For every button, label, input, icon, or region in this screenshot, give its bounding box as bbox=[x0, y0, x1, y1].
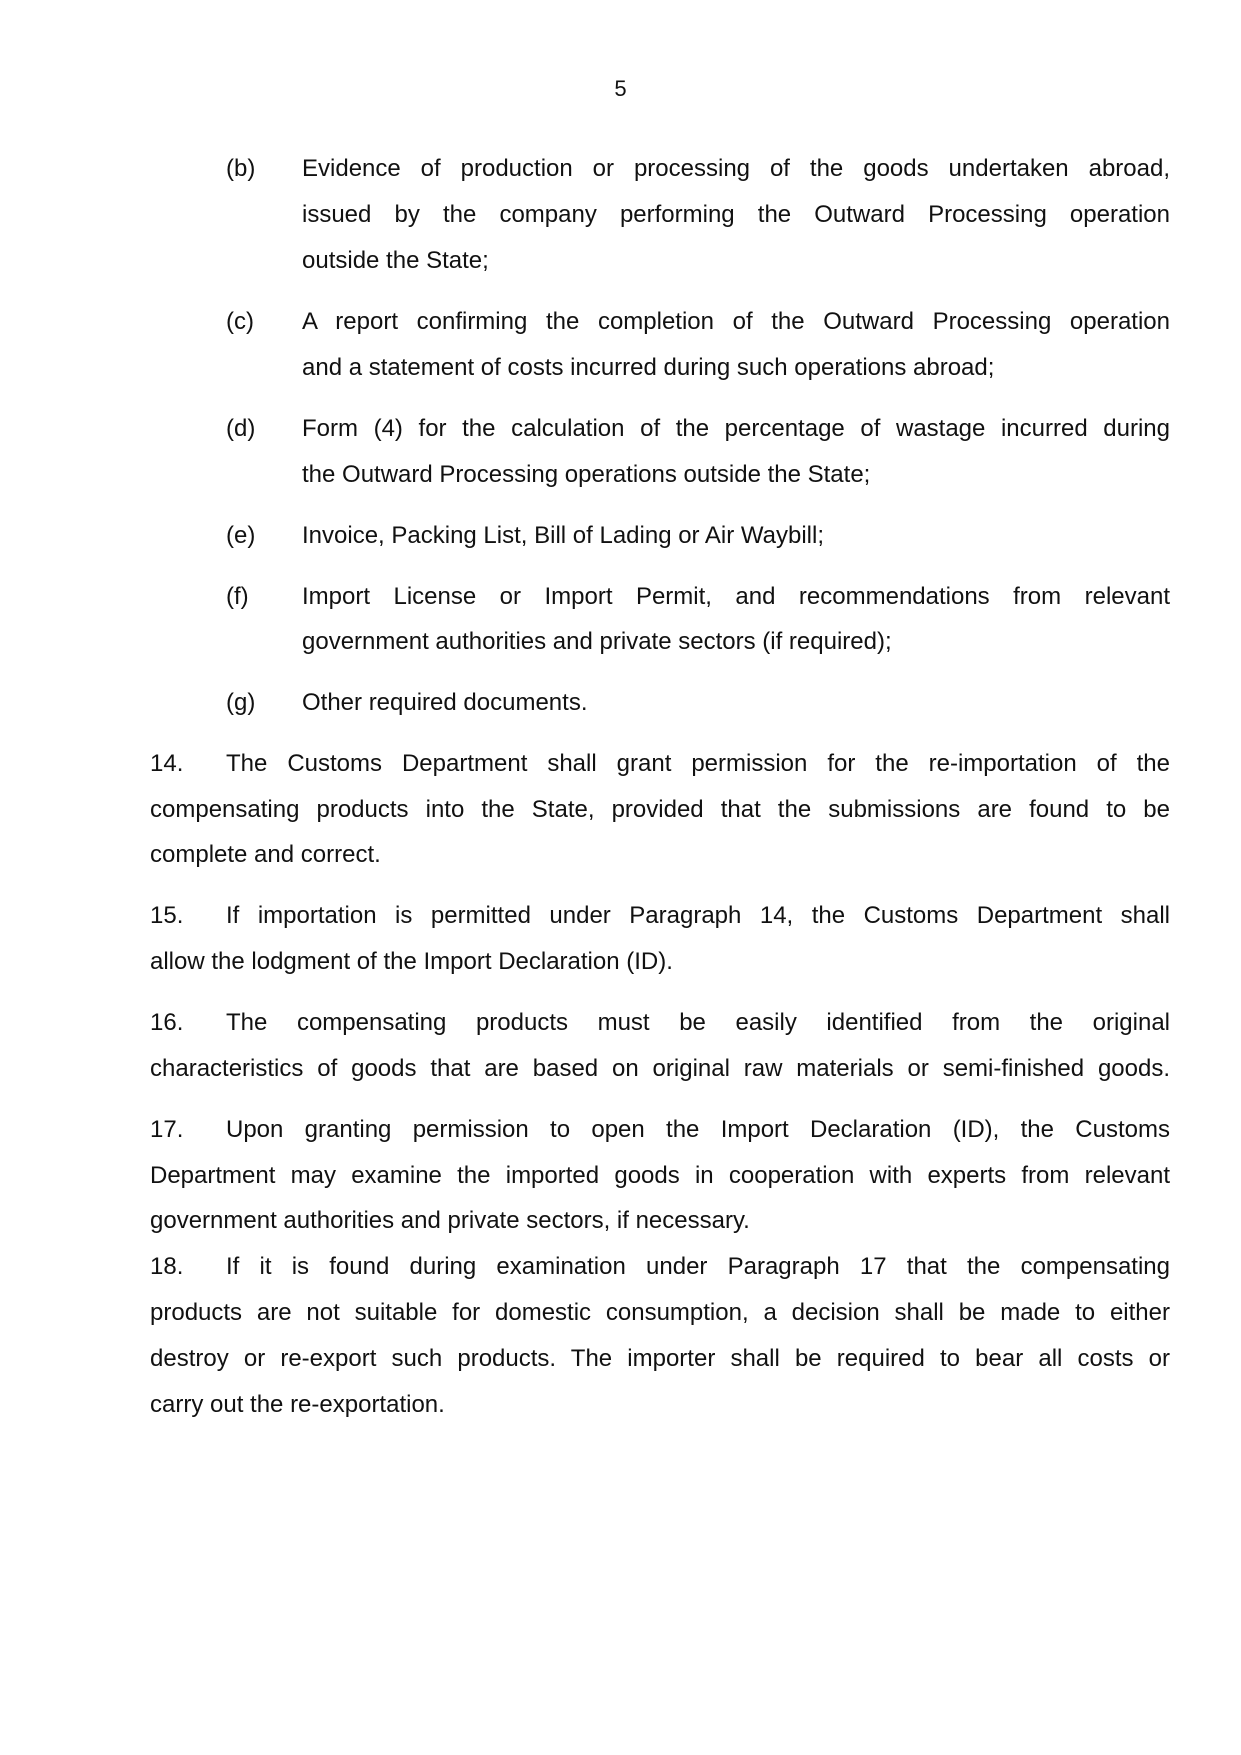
subitem-line: Form (4) for the calculation of the percentage of wastage incurred during bbox=[302, 415, 1170, 442]
subitem-label: (e) bbox=[226, 522, 256, 549]
subitem-label: (d) bbox=[226, 415, 256, 442]
subitem-label: (b) bbox=[226, 155, 256, 182]
subitem-label: (c) bbox=[226, 308, 254, 335]
paragraph-number: 18. bbox=[150, 1253, 184, 1280]
subitem-line: Import License or Import Permit, and recommendations from relevant bbox=[302, 583, 1170, 610]
subitem-line: the Outward Processing operations outside the State; bbox=[302, 461, 871, 488]
subitem-line: Evidence of production or processing of the goods undertaken abroad, bbox=[302, 155, 1170, 182]
subitem-line: issued by the company performing the Outward Processing operation bbox=[302, 201, 1170, 228]
subitem-line: and a statement of costs incurred during such operations abroad; bbox=[302, 354, 995, 381]
paragraph-line: complete and correct. bbox=[150, 841, 381, 868]
paragraph-number: 16. bbox=[150, 1009, 184, 1036]
paragraph-number: 15. bbox=[150, 902, 184, 929]
paragraph-line: characteristics of goods that are based on original raw materials or semi-finished goods. bbox=[150, 1055, 1170, 1082]
paragraph-line: products are not suitable for domestic consumption, a decision shall be made to either bbox=[150, 1299, 1170, 1326]
paragraph-line: If it is found during examination under Paragraph 17 that the compensating bbox=[226, 1253, 1170, 1280]
paragraph-line: carry out the re-exportation. bbox=[150, 1391, 445, 1418]
paragraph-number: 17. bbox=[150, 1116, 184, 1143]
paragraph-line: government authorities and private sectors, if necessary. bbox=[150, 1207, 750, 1234]
paragraph-line: If importation is permitted under Paragraph 14, the Customs Department shall bbox=[226, 902, 1170, 929]
subitem-label: (g) bbox=[226, 689, 256, 716]
paragraph-line: Department may examine the imported goods in cooperation with experts from relevant bbox=[150, 1162, 1170, 1189]
subitem-label: (f) bbox=[226, 583, 249, 610]
subitem-line: Other required documents. bbox=[302, 689, 588, 716]
subitem-line: Invoice, Packing List, Bill of Lading or Air Waybill; bbox=[302, 522, 825, 549]
subitem-line: outside the State; bbox=[302, 247, 489, 274]
subitem-line: government authorities and private sectors (if required); bbox=[302, 628, 892, 655]
paragraph-line: The Customs Department shall grant permission for the re-importation of the bbox=[226, 750, 1170, 777]
paragraph-line: allow the lodgment of the Import Declaration (ID). bbox=[150, 948, 673, 975]
page-number: 5 bbox=[614, 76, 627, 101]
paragraph-number: 14. bbox=[150, 750, 184, 777]
paragraph-line: compensating products into the State, provided that the submissions are found to be bbox=[150, 796, 1170, 823]
paragraph-line: The compensating products must be easily identified from the original bbox=[226, 1009, 1170, 1036]
subitem-line: A report confirming the completion of the Outward Processing operation bbox=[302, 308, 1170, 335]
paragraph-line: Upon granting permission to open the Import Declaration (ID), the Customs bbox=[226, 1116, 1170, 1143]
paragraph-line: destroy or re-export such products. The importer shall be required to bear all costs or bbox=[150, 1345, 1170, 1372]
